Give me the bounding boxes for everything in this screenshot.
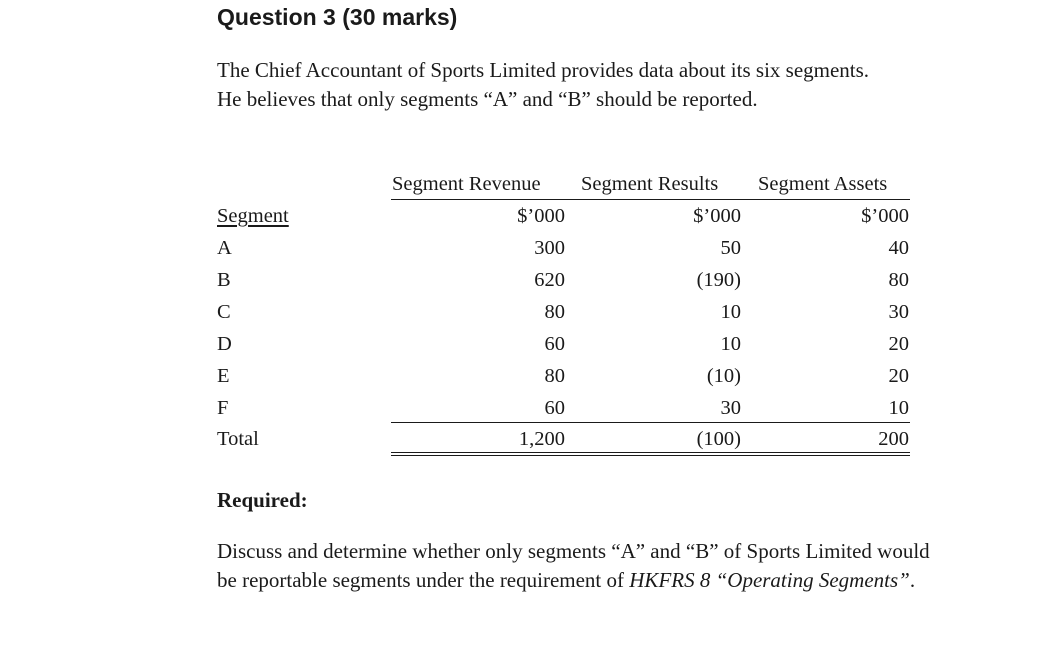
- row-e-assets: 20: [888, 365, 909, 387]
- required-text-end: .: [909, 568, 916, 592]
- row-e-results: (10): [706, 365, 741, 387]
- row-b-results: (190): [696, 269, 741, 291]
- row-e-segment: E: [217, 365, 230, 387]
- required-text: [217, 537, 937, 595]
- row-a-results: 50: [720, 237, 741, 259]
- header-rule: [391, 199, 910, 200]
- row-e-revenue: 80: [544, 365, 565, 387]
- required-text-standard: HKFRS 8 “Operating Segments”: [629, 568, 910, 592]
- required-text-main: Discuss and determine whether only segments “A” and “B” of Sports Limited would be reportable segments under the requirement of: [217, 539, 930, 592]
- row-b-segment: B: [217, 269, 231, 291]
- total-double-rule-bottom: [391, 455, 910, 456]
- row-f-assets: 10: [888, 397, 909, 419]
- row-b-assets: 80: [888, 269, 909, 291]
- total-label: Total: [217, 428, 259, 450]
- row-a-assets: 40: [888, 237, 909, 259]
- total-double-rule-top: [391, 452, 910, 453]
- row-f-revenue: 60: [544, 397, 565, 419]
- row-c-segment: C: [217, 301, 231, 323]
- row-d-revenue: 60: [544, 333, 565, 355]
- row-f-results: 30: [720, 397, 741, 419]
- header-segment-revenue: Segment Revenue: [392, 173, 541, 195]
- header-segment-results: Segment Results: [581, 173, 719, 195]
- header-segment-assets: Segment Assets: [758, 173, 888, 195]
- row-d-assets: 20: [888, 333, 909, 355]
- row-b-revenue: 620: [534, 269, 565, 291]
- question-intro: The Chief Accountant of Sports Limited provides data about its six segments. He believes that only segments “A” and “B” should be reported.: [217, 58, 870, 111]
- row-c-assets: 30: [888, 301, 909, 323]
- header-segment: Segment: [217, 205, 289, 227]
- row-a-revenue: 300: [534, 237, 565, 259]
- unit-results: $’000: [693, 205, 741, 227]
- total-results: (100): [696, 428, 741, 450]
- unit-assets: $’000: [861, 205, 909, 227]
- required-heading: Required:: [217, 488, 308, 512]
- total-revenue: 1,200: [518, 428, 565, 450]
- unit-revenue: $’000: [517, 205, 565, 227]
- row-a-segment: A: [217, 237, 232, 259]
- row-f-segment: F: [217, 397, 229, 419]
- row-d-segment: D: [217, 333, 232, 355]
- subtotal-rule: [391, 422, 910, 423]
- row-c-results: 10: [720, 301, 741, 323]
- row-d-results: 10: [720, 333, 741, 355]
- question-title: Question 3 (30 marks): [217, 4, 458, 30]
- row-c-revenue: 80: [544, 301, 565, 323]
- total-assets: 200: [878, 428, 909, 450]
